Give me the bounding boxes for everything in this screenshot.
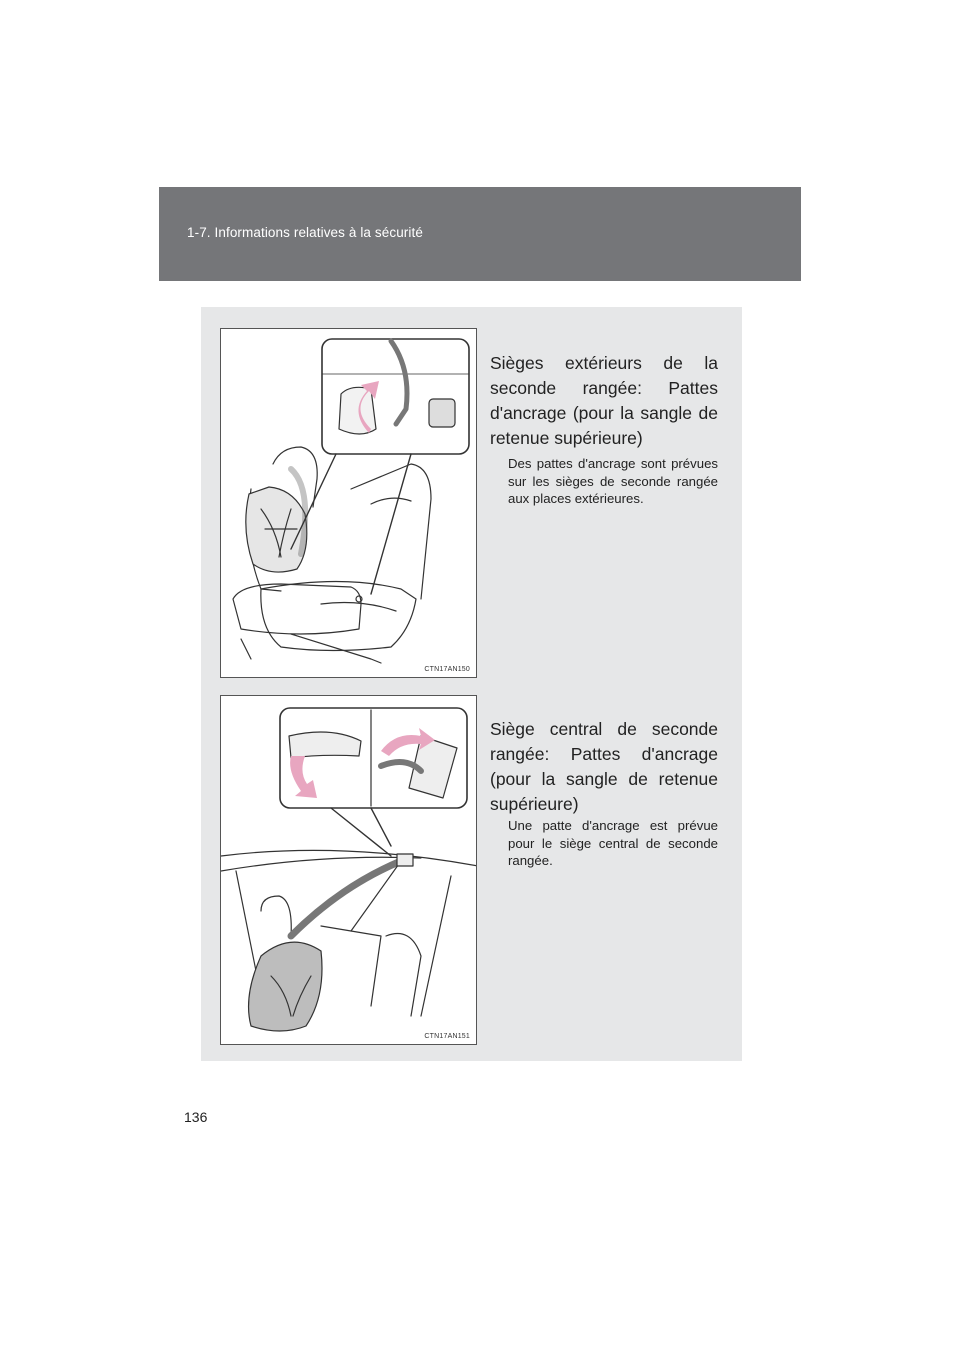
section-heading-center: Siège central de seconde rangée: Pattes d'ancrage (pour la sangle de retenue supérieure) xyxy=(490,719,718,814)
outboard-anchor-drawing xyxy=(221,329,477,678)
center-anchor-drawing xyxy=(221,696,477,1045)
section-description-outboard: Des pattes d'ancrage sont prévues sur les sièges de seconde rangée aux places extérieures. xyxy=(508,456,718,506)
section-header xyxy=(159,187,801,281)
figure-code-1: CTN17AN150 xyxy=(424,666,470,673)
page-number: 136 xyxy=(184,1109,208,1125)
section-heading-outboard: Sièges extérieurs de la seconde rangée: Pattes d'ancrage (pour la sangle de retenue supérieure) xyxy=(490,353,718,448)
center-anchor-illustration xyxy=(220,695,477,1045)
figure-code-2: CTN17AN151 xyxy=(424,1033,470,1040)
section-description-center: Une patte d'ancrage est prévue pour le siège central de seconde rangée. xyxy=(508,818,718,868)
section-title: 1-7. Informations relatives à la sécurité xyxy=(187,225,423,240)
outboard-anchor-illustration xyxy=(220,328,477,678)
